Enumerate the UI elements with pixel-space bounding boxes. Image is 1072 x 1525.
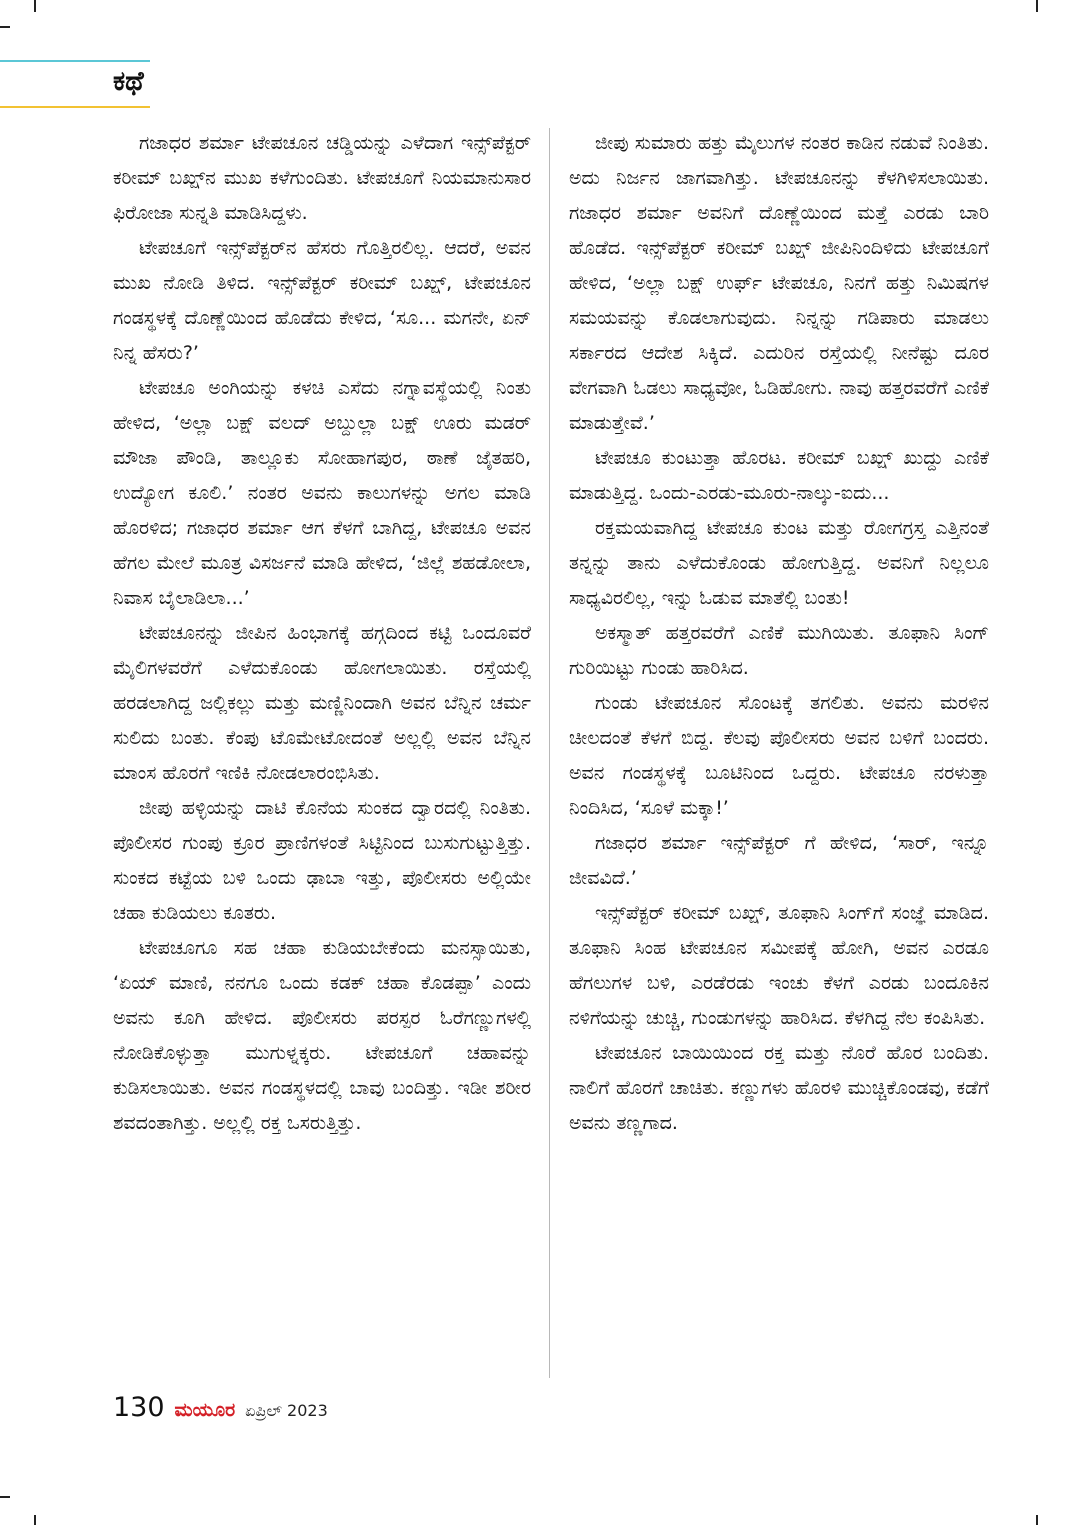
paragraph: ಟೇಪಚೂ ಅಂಗಿಯನ್ನು ಕಳಚಿ ಎಸೆದು ನಗ್ನಾವಸ್ಥೆಯಲ್ಲಿ ನಿಂತು ಹೇಳಿದ, ‘ಅಲ್ಲಾ ಬಕ್ಷ್ ವಲದ್ ಅಬ್ದುಲ್ಲಾ ಬಕ್ಷ್ ಊರು ಮಡರ್ ಮೌಜಾ ಪೌಂಡಿ, ತಾಲ್ಲೂಕು ಸೋಹಾಗಪುರ, ಠಾಣೆ ಜೈತಹರಿ, ಉದ್ಯೋಗ ಕೂಲಿ.’ ನಂತರ ಅವನು ಕಾಲುಗಳನ್ನು ಅಗಲ ಮಾಡಿ ಹೊರಳಿದ; ಗಜಾಧರ ಶರ್ಮಾ ಆಗ ಕೆಳಗೆ ಬಾಗಿದ್ದ, ಟೇಪಚೂ ಅವನ ಹೆಗಲ ಮೇಲೆ ಮೂತ್ರ ವಿಸರ್ಜನೆ ಮಾಡಿ ಹೇಳಿದ, ‘ಜಿಲ್ಲೆ ಶಹಡೋಲಾ, ನಿವಾಸ ಬೈಲಾಡಿಲಾ...’ [113,377,531,609]
paragraph: ಟೇಪಚೂನ ಬಾಯಿಯಿಂದ ರಕ್ತ ಮತ್ತು ನೊರೆ ಹೊರ ಬಂದಿತು. ನಾಲಿಗೆ ಹೊರಗೆ ಚಾಚಿತು. ಕಣ್ಣುಗಳು ಹೊರಳಿ ಮುಚ್ಚಿಕೊಂಡವು, ಕಡೆಗೆ ಅವನು ತಣ್ಣಗಾದ. [569,1042,989,1134]
crop-mark-left-upper [0,26,10,28]
paragraph: ಟೇಪಚೂ ಕುಂಟುತ್ತಾ ಹೊರಟ. ಕರೀಮ್ ಬಖ್ಷ್ ಖುದ್ದು ಎಣಿಕೆ ಮಾಡುತ್ತಿದ್ದ. ಒಂದು-ಎರಡು-ಮೂರು-ನಾಲ್ಕು-ಐದು... [569,447,989,504]
section-rule-top [0,60,150,62]
column-divider [549,128,550,1378]
paragraph: ಜೀಪು ಸುಮಾರು ಹತ್ತು ಮೈಲುಗಳ ನಂತರ ಕಾಡಿನ ನಡುವೆ ನಿಂತಿತು. ಅದು ನಿರ್ಜನ ಜಾಗವಾಗಿತ್ತು. ಟೇಪಚೂನನ್ನು ಕೆಳಗಿಳಿಸಲಾಯಿತು. ಗಜಾಧರ ಶರ್ಮಾ ಅವನಿಗೆ ದೊಣ್ಣೆಯಿಂದ ಮತ್ತೆ ಎರಡು ಬಾರಿ ಹೊಡೆದ. ಇನ್ಸ್‌ಪೆಕ್ಟರ್ ಕರೀಮ್ ಬಖ್ಷ್ ಜೀಪಿನಿಂದಿಳಿದು ಟೇಪಚೂಗೆ ಹೇಳಿದ, ‘ಅಲ್ಲಾ ಬಕ್ಷ್ ಉರ್ಫ್ ಟೇಪಚೂ, ನಿನಗೆ ಹತ್ತು ನಿಮಿಷಗಳ ಸಮಯವನ್ನು ಕೊಡಲಾಗುವುದು. ನಿನ್ನನ್ನು ಗಡಿಪಾರು ಮಾಡಲು ಸರ್ಕಾರದ ಆದೇಶ ಸಿಕ್ಕಿದೆ. ಎದುರಿನ ರಸ್ತೆಯಲ್ಲಿ ನೀನೆಷ್ಟು ದೂರ ವೇಗವಾಗಿ ಓಡಲು ಸಾಧ್ಯವೋ, ಓಡಿಹೋಗು. ನಾವು ಹತ್ತರವರೆಗೆ ಎಣಿಕೆ ಮಾಡುತ್ತೇವೆ.’ [569,132,989,434]
paragraph: ಇನ್ಸ್‌ಪೆಕ್ಟರ್ ಕರೀಮ್ ಬಖ್ಷ್, ತೂಫಾನಿ ಸಿಂಗ್‌ಗೆ ಸಂಜ್ಞೆ ಮಾಡಿದ. ತೂಫಾನಿ ಸಿಂಹ ಟೇಪಚೂನ ಸಮೀಪಕ್ಕೆ ಹೋಗಿ, ಅವನ ಎರಡೂ ಹೆಗಲುಗಳ ಬಳಿ, ಎರಡೆರಡು ಇಂಚು ಕೆಳಗೆ ಎರಡು ಬಂದೂಕಿನ ನಳಿಗೆಯನ್ನು ಚುಚ್ಚಿ, ಗುಂಡುಗಳನ್ನು ಹಾರಿಸಿದ. ಕೆಳಗಿದ್ದ ನೆಲ ಕಂಪಿಸಿತು. [569,902,989,1029]
paragraph: ಟೇಪಚೂಗೆ ಇನ್ಸ್‌ಪೆಕ್ಟರ್‌ನ ಹೆಸರು ಗೊತ್ತಿರಲಿಲ್ಲ. ಆದರೆ, ಅವನ ಮುಖ ನೋಡಿ ತಿಳಿದ. ಇನ್ಸ್‌ಪೆಕ್ಟರ್ ಕರೀಮ್ ಬಖ್ಷ್, ಟೇಪಚೂನ ಗಂಡಸ್ಥಳಕ್ಕೆ ದೊಣ್ಣೆಯಿಂದ ಹೊಡೆದು ಕೇಳಿದ, ‘ಸೂ... ಮಗನೇ, ಏನ್ ನಿನ್ನ ಹೆಸರು?’ [113,237,531,364]
right-column [569,126,989,1386]
paragraph: ಗಜಾಧರ ಶರ್ಮಾ ಟೇಪಚೂನ ಚಡ್ಡಿಯನ್ನು ಎಳೆದಾಗ ಇನ್ಸ್‌ಪೆಕ್ಟರ್ ಕರೀಮ್ ಬಖ್ಷ್‌ನ ಮುಖ ಕಳೆಗುಂದಿತು. ಟೇಪಚೂಗೆ ನಿಯಮಾನುಸಾರ ಫಿರೋಜಾ ಸುನ್ನತಿ ಮಾಡಿಸಿದ್ದಳು. [113,132,531,224]
paragraph: ಗುಂಡು ಟೇಪಚೂನ ಸೊಂಟಕ್ಕೆ ತಗಲಿತು. ಅವನು ಮರಳಿನ ಚೀಲದಂತೆ ಕೆಳಗೆ ಬಿದ್ದ. ಕೆಲವು ಪೊಲೀಸರು ಅವನ ಬಳಿಗೆ ಬಂದರು. ಅವನ ಗಂಡಸ್ಥಳಕ್ಕೆ ಬೂಟಿನಿಂದ ಒದ್ದರು. ಟೇಪಚೂ ನರಳುತ್ತಾ ನಿಂದಿಸಿದ, ‘ಸೂಳೆ ಮಕ್ಕಾ!’ [569,692,989,819]
paragraph: ಅಕಸ್ಮಾತ್ ಹತ್ತರವರೆಗೆ ಎಣಿಕೆ ಮುಗಿಯಿತು. ತೂಫಾನಿ ಸಿಂಗ್ ಗುರಿಯಿಟ್ಟು ಗುಂಡು ಹಾರಿಸಿದ. [569,622,989,679]
issue-date: ಏಪ್ರಿಲ್ 2023 [245,1401,328,1420]
paragraph: ರಕ್ತಮಯವಾಗಿದ್ದ ಟೇಪಚೂ ಕುಂಟ ಮತ್ತು ರೋಗಗ್ರಸ್ತ ಎತ್ತಿನಂತೆ ತನ್ನನ್ನು ತಾನು ಎಳೆದುಕೊಂಡು ಹೋಗುತ್ತಿದ್ದ. ಅವನಿಗೆ ನಿಲ್ಲಲೂ ಸಾಧ್ಯವಿರಲಿಲ್ಲ, ಇನ್ನು ಓಡುವ ಮಾತೆಲ್ಲಿ ಬಂತು! [569,517,989,609]
section-rule-bottom [0,106,150,108]
paragraph: ಟೇಪಚೂಗೂ ಸಹ ಚಹಾ ಕುಡಿಯಬೇಕೆಂದು ಮನಸ್ಸಾಯಿತು, ‘ಏಯ್ ಮಾಣಿ, ನನಗೂ ಒಂದು ಕಡಕ್ ಚಹಾ ಕೊಡಪ್ಪಾ’ ಎಂದು ಅವನು ಕೂಗಿ ಹೇಳಿದ. ಪೊಲೀಸರು ಪರಸ್ಪರ ಓರೆಗಣ್ಣುಗಳಲ್ಲಿ ನೋಡಿಕೊಳ್ಳುತ್ತಾ ಮುಗುಳ್ನಕ್ಕರು. ಟೇಪಚೂಗೆ ಚಹಾವನ್ನು ಕುಡಿಸಲಾಯಿತು. ಅವನ ಗಂಡಸ್ಥಳದಲ್ಲಿ ಬಾವು ಬಂದಿತ್ತು. ಇಡೀ ಶರೀರ ಶವದಂತಾಗಿತ್ತು. ಅಲ್ಲಲ್ಲಿ ರಕ್ತ ಒಸರುತ್ತಿತ್ತು. [113,937,531,1134]
crop-mark-top-right [1036,0,1038,12]
paragraph: ಜೀಪು ಹಳ್ಳಿಯನ್ನು ದಾಟಿ ಕೊನೆಯ ಸುಂಕದ ದ್ವಾರದಲ್ಲಿ ನಿಂತಿತು. ಪೊಲೀಸರ ಗುಂಪು ಕ್ರೂರ ಪ್ರಾಣಿಗಳಂತೆ ಸಿಟ್ಟಿನಿಂದ ಬುಸುಗುಟ್ಟುತ್ತಿತ್ತು. ಸುಂಕದ ಕಟ್ಟೆಯ ಬಳಿ ಒಂದು ಢಾಬಾ ಇತ್ತು, ಪೊಲೀಸರು ಅಲ್ಲಿಯೇ ಚಹಾ ಕುಡಿಯಲು ಕೂತರು. [113,797,531,924]
crop-mark-left-lower [0,1496,10,1498]
crop-mark-bottom-right [1036,1515,1038,1525]
magazine-logo: ಮಯೂರ [174,1399,236,1421]
crop-mark-bottom-left [34,1515,36,1525]
left-column [113,126,531,1386]
section-title: ಕಥೆ [113,66,144,97]
page-number: 130 [113,1392,165,1423]
crop-mark-top-left [34,0,36,12]
page-footer [113,1392,328,1423]
paragraph: ಗಜಾಧರ ಶರ್ಮಾ ಇನ್ಸ್‌ಪೆಕ್ಟರ್ ಗೆ ಹೇಳಿದ, ‘ಸಾರ್, ಇನ್ನೂ ಜೀವವಿದೆ.’ [569,832,989,889]
paragraph: ಟೇಪಚೂನನ್ನು ಜೀಪಿನ ಹಿಂಭಾಗಕ್ಕೆ ಹಗ್ಗದಿಂದ ಕಟ್ಟಿ ಒಂದೂವರೆ ಮೈಲಿಗಳವರೆಗೆ ಎಳೆದುಕೊಂಡು ಹೋಗಲಾಯಿತು. ರಸ್ತೆಯಲ್ಲಿ ಹರಡಲಾಗಿದ್ದ ಜಲ್ಲಿಕಲ್ಲು ಮತ್ತು ಮಣ್ಣಿನಿಂದಾಗಿ ಅವನ ಬೆನ್ನಿನ ಚರ್ಮ ಸುಲಿದು ಬಂತು. ಕೆಂಪು ಟೊಮೇಟೋದಂತೆ ಅಲ್ಲಲ್ಲಿ ಅವನ ಬೆನ್ನಿನ ಮಾಂಸ ಹೊರಗೆ ಇಣಿಕಿ ನೋಡಲಾರಂಭಿಸಿತು. [113,622,531,784]
